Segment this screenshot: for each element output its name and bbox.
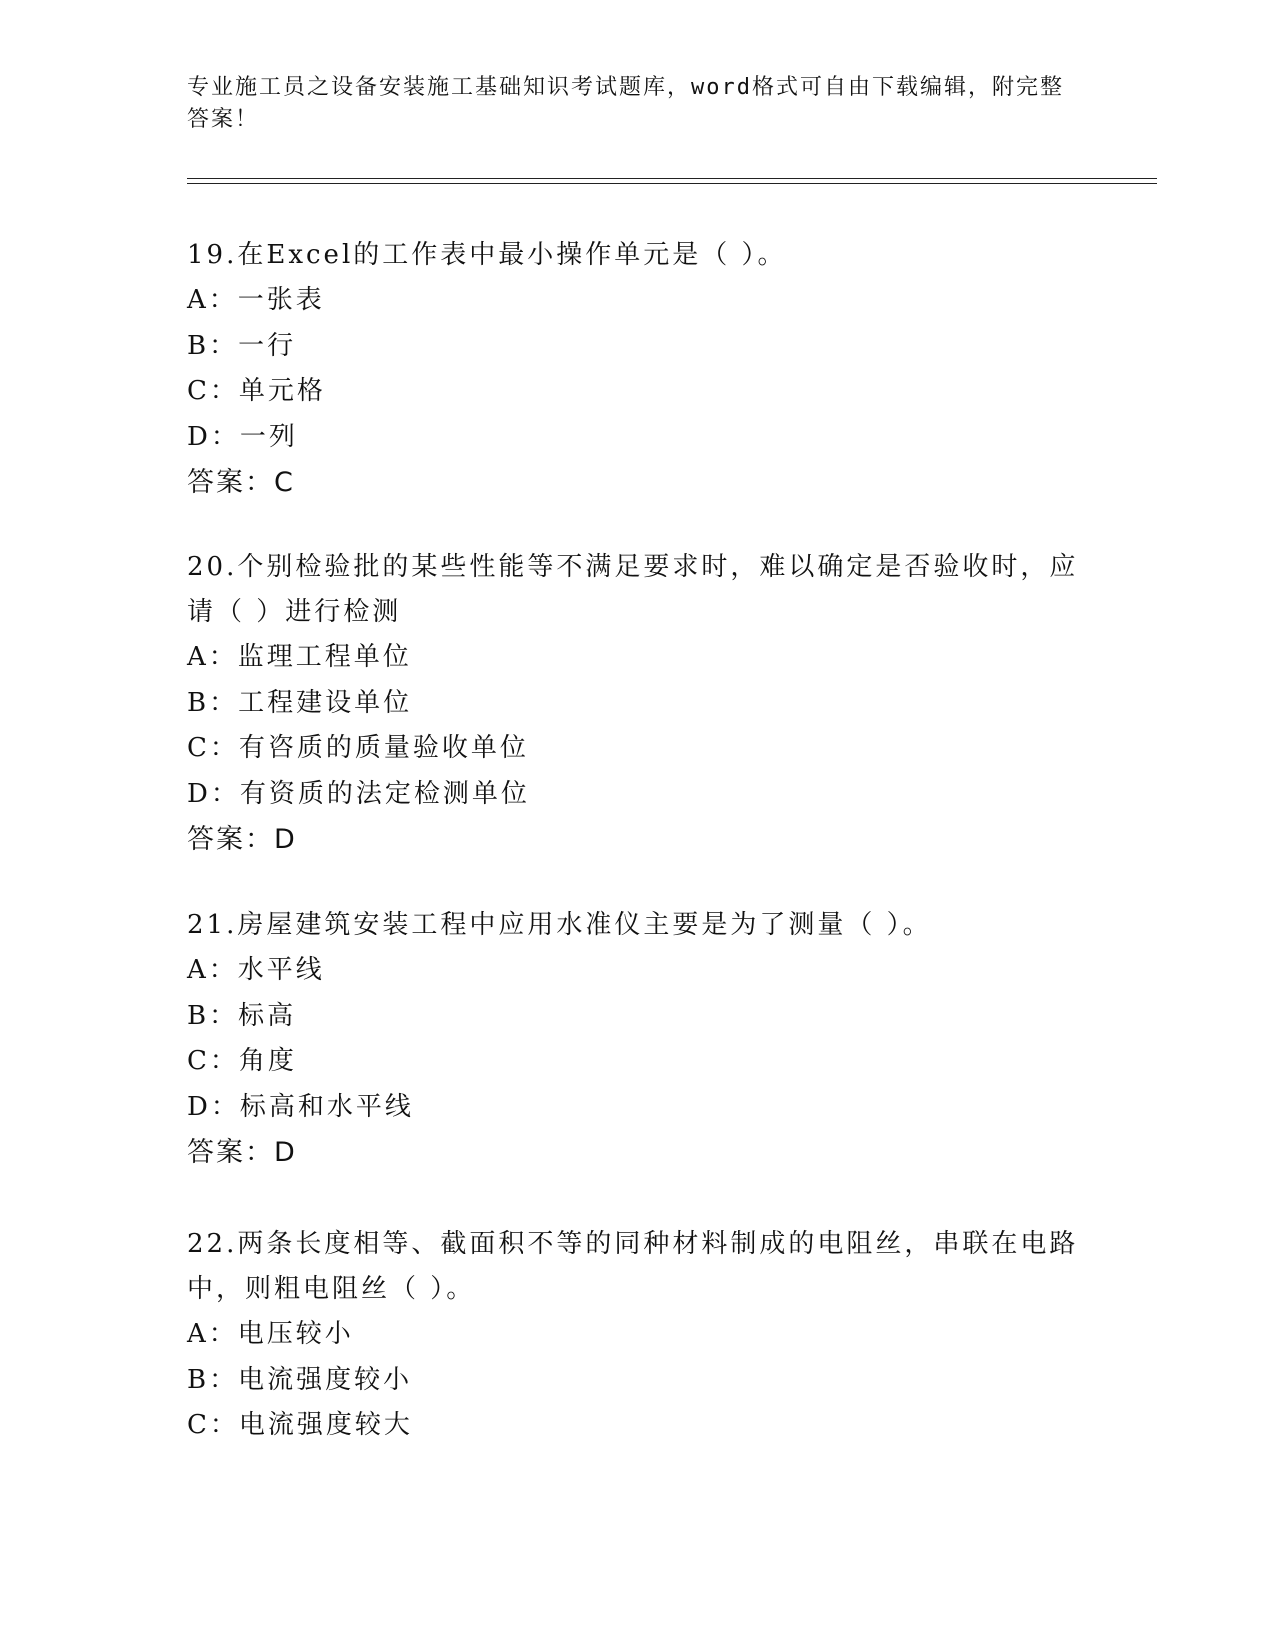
option-a: A：监理工程单位 (187, 642, 412, 672)
option-d: D：一列 (187, 421, 298, 452)
question-19 (187, 233, 1087, 505)
question-22 (187, 1222, 1087, 1449)
answer: 答案：D (187, 824, 297, 855)
option-d: D：标高和水平线 (187, 1091, 414, 1122)
option-b: B：电流强度较小 (187, 1364, 413, 1395)
header-divider-top (187, 178, 1157, 179)
header-divider-bottom (187, 183, 1157, 184)
option-c: C：单元格 (187, 376, 326, 406)
option-b: B：一行 (187, 330, 297, 361)
answer: 答案：D (187, 1137, 297, 1168)
option-a: A：一张表 (187, 285, 325, 315)
option-a: A：水平线 (187, 955, 325, 985)
option-b: B：标高 (187, 1000, 297, 1031)
option-a: A：电压较小 (187, 1319, 354, 1349)
question-20 (187, 545, 1087, 862)
answer: 答案：C (187, 467, 295, 498)
document-header: 专业施工员之设备安装施工基础知识考试题库，word格式可自由下载编辑，附完整答案！ (187, 75, 1064, 132)
question-stem: 20.个别检验批的某些性能等不满足要求时，难以确定是否验收时，应请（ ）进行检测 (187, 552, 1079, 627)
question-21 (187, 903, 1087, 1175)
question-stem: 21.房屋建筑安装工程中应用水准仪主要是为了测量（ ）。 (187, 910, 932, 940)
option-d: D：有资质的法定检测单位 (187, 778, 530, 809)
option-c: C：电流强度较大 (187, 1410, 413, 1440)
option-b: B：工程建设单位 (187, 687, 413, 718)
option-c: C：有咨质的质量验收单位 (187, 733, 529, 763)
question-stem: 22.两条长度相等、截面积不等的同种材料制成的电阻丝，串联在电路中，则粗电阻丝（ ）。 (187, 1229, 1079, 1304)
option-c: C：角度 (187, 1046, 297, 1076)
question-stem: 19.在Excel的工作表中最小操作单元是（ ）。 (187, 240, 787, 270)
